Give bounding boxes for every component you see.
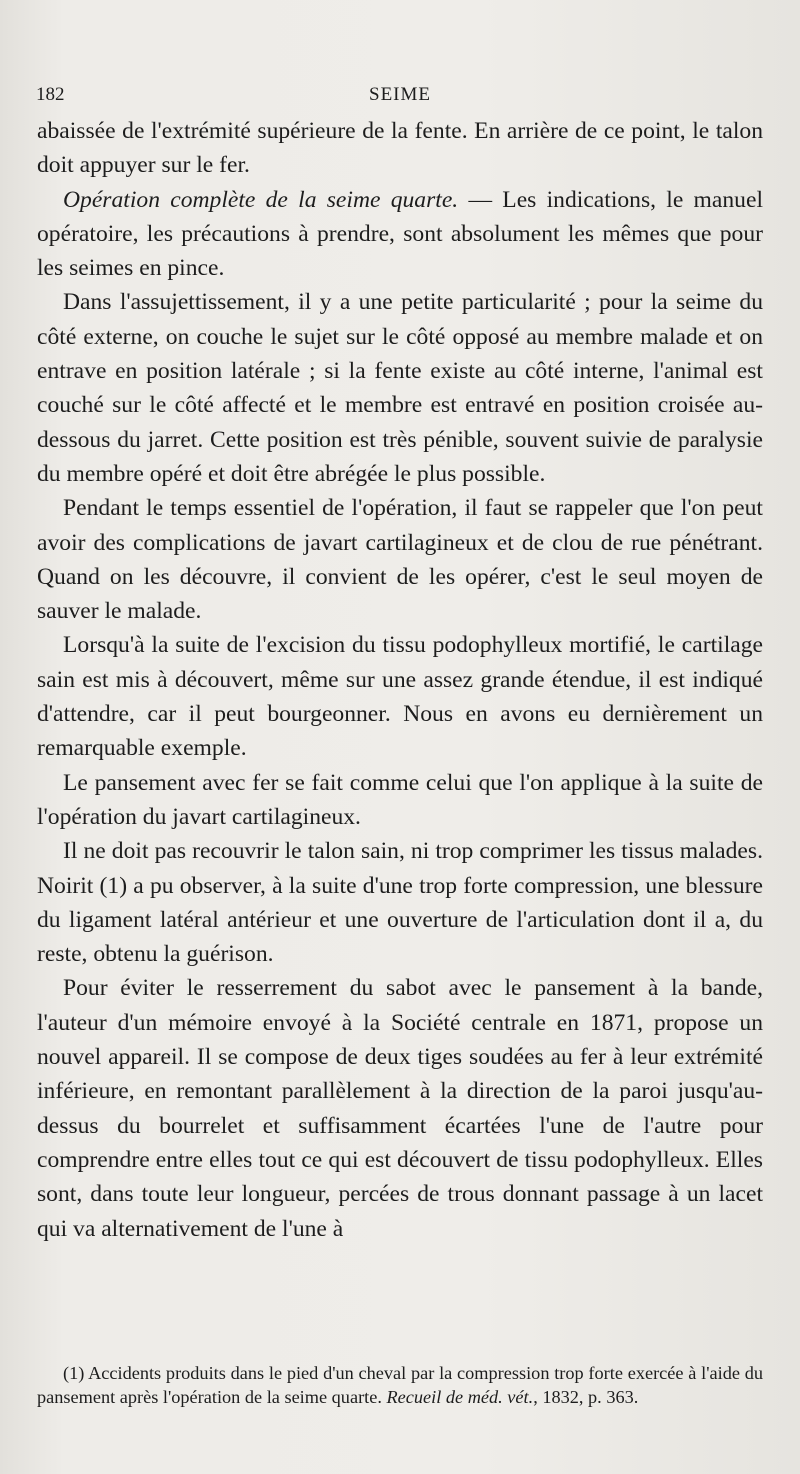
body-text xyxy=(37,114,763,1246)
paragraph-pansement-fer: Le pansement avec fer se fait comme celui que l'on applique à la suite de l'opération du javart cartilagineux. xyxy=(37,769,763,830)
paragraph-appareil: Pour éviter le resserrement du sabot avec le pansement à la bande, l'auteur d'un mémoire envoyé à la Société centrale en 1871, propose un nouvel appareil. Il se compose de deux tiges soudées au fer à leur extrémité inférieure, en remontant parallèlement à la direction de la paroi jusqu'au-dessus du bourrelet et suffisamment écartées l'une de l'autre pour comprendre entre elles tout ce qui est découvert de tissu podophylleux. Elles sont, dans toute leur longueur, percées de trous donnant passage à un lacet qui va alternativement de l'une à xyxy=(37,975,763,1242)
paragraph-complications: Pendant le temps essentiel de l'opération, il faut se rappeler que l'on peut avoir des complications de javart cartilagineux et de clou de rue pénétrant. Quand on les découvre, il convient de les opérer, c'est le seul moyen de sauver le malade. xyxy=(37,495,763,625)
running-title: SEIME xyxy=(369,84,431,105)
footnote xyxy=(37,1362,763,1409)
footnote-source-rest: , 1832, p. 363. xyxy=(533,1386,639,1407)
section-lead-italic: Opération complète de la seime quarte. xyxy=(63,186,459,213)
footnote-body: (1) Accidents produits dans le pied d'un cheval par la compression trop forte exercée à l'aide du pansement après l'opération de la seime quarte. xyxy=(37,1363,763,1407)
paragraph-cartilage: Lorsqu'à la suite de l'excision du tissu podophylleux mortifié, le cartilage sain est mis à découvert, même sur une assez grande étendue, il est indiqué d'attendre, car il peut bourgeonner. Nous en avons eu dernièrement un remarquable exemple. xyxy=(37,632,763,762)
paragraph-talon-sain: Il ne doit pas recouvrir le talon sain, ni trop comprimer les tissus malades. Noirit (1) a pu observer, à la suite d'une trop forte compression, une blessure du ligament latéral antérieur et une ouverture de l'articulation dont il a, du reste, obtenu la guérison. xyxy=(37,838,763,968)
paragraph-continued: abaissée de l'extrémité supérieure de la fente. En arrière de ce point, le talon doit appuyer sur le fer. xyxy=(37,118,763,179)
paragraph-operation-complete xyxy=(37,183,763,286)
page-number: 182 xyxy=(36,84,65,105)
footnote-source-italic: Recueil de méd. vét. xyxy=(386,1386,534,1407)
running-head xyxy=(36,84,764,110)
footnote-text xyxy=(37,1362,763,1409)
paragraph-assujettissement: Dans l'assujettissement, il y a une petite particularité ; pour la seime du côté externe, on couche le sujet sur le côté opposé au membre malade et on entrave en position latérale ; si la fente existe au côté interne, l'animal est couché sur le côté affecté et le membre est entravé en position croisée au-dessous du jarret. Cette position est très pénible, souvent suivie de paralysie du membre opéré et doit être abrégée le plus possible. xyxy=(37,289,763,487)
paragraph-text: — Les indications, le manuel opératoire, les précautions à prendre, sont absolument les mêmes que pour les seimes en pince. xyxy=(37,186,764,282)
